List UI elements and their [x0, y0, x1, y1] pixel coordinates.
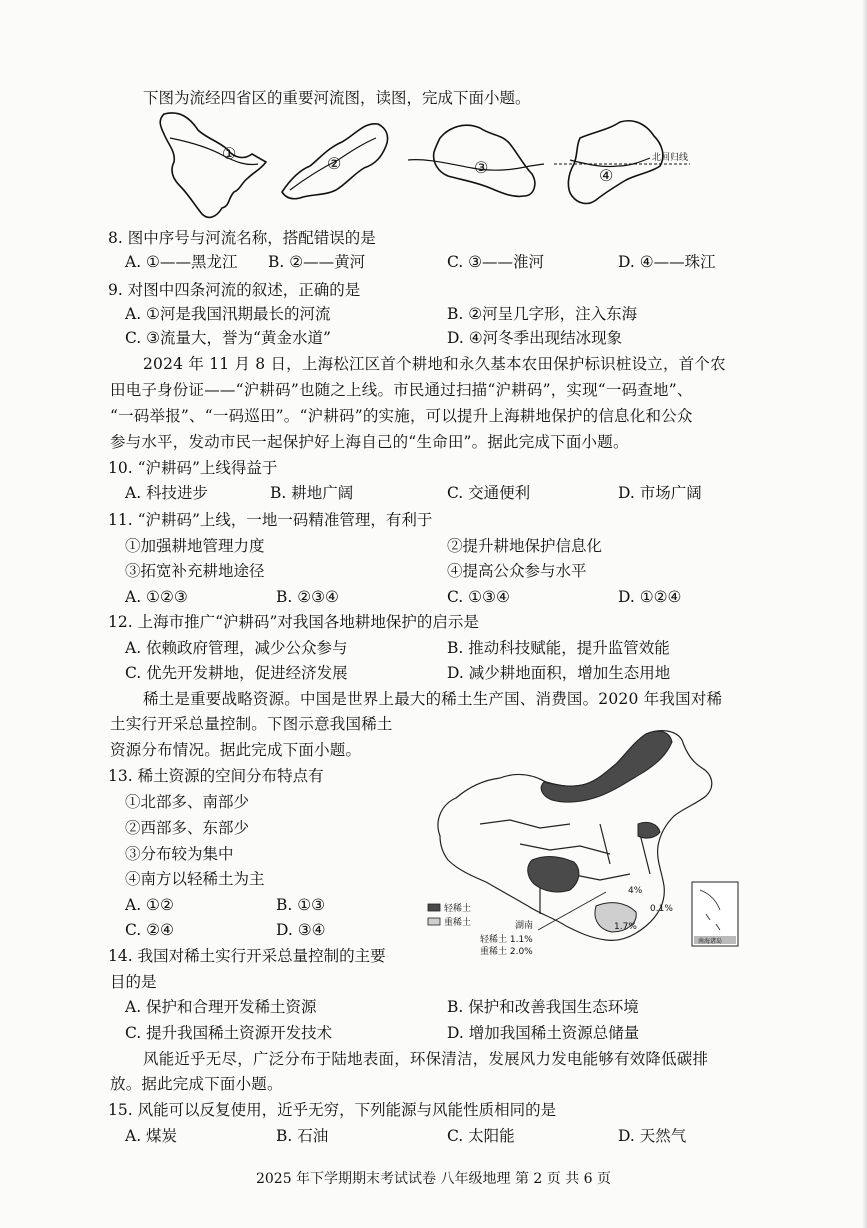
q10-option-b: B. 耕地广阔	[270, 484, 354, 502]
q13-option-b: B. ①③	[276, 896, 326, 914]
passage4-line1: 风能近乎无尽，广泛分布于陆地表面，环保清洁，发展风力发电能够有效降低碳排	[143, 1050, 709, 1068]
tropic-label: 北回归线	[652, 153, 689, 163]
q11-statement-1: ①加强耕地管理力度	[125, 537, 265, 555]
q13-statement-4: ④南方以轻稀土为主	[125, 870, 265, 888]
q9-stem: 9. 对图中四条河流的叙述，正确的是	[108, 281, 361, 299]
q12-stem: 12. 上海市推广“沪耕码”对我国各地耕地保护的启示是	[108, 613, 479, 631]
q13-option-a: A. ①②	[125, 896, 174, 914]
q15-option-c: C. 太阳能	[447, 1127, 515, 1145]
q13-statement-1: ①北部多、南部少	[125, 793, 250, 811]
q14-option-b: B. 保护和改善我国生态环境	[447, 998, 639, 1016]
q11-stem: 11. “沪耕码”上线，一地一码精准管理，有利于	[108, 511, 433, 529]
map-label-1: ①	[222, 144, 237, 163]
q9-option-a: A. ①河是我国汛期最长的河流	[125, 305, 331, 323]
passage3-line3: 资源分布情况。据此完成下面小题。	[110, 741, 362, 759]
q11-statement-4: ④提高公众参与水平	[447, 562, 587, 580]
passage2-line2: 田电子身份证——“沪耕码”也随之上线。市民通过扫描“沪耕码”，实现“一码查地”、	[110, 381, 693, 399]
q11-option-c: C. ①③④	[447, 588, 510, 606]
map-label-4: ④	[599, 166, 614, 185]
q11-statement-3: ③拓宽补充耕地途径	[125, 562, 265, 580]
map-label-2: ②	[327, 154, 342, 173]
q14-option-a: A. 保护和合理开发稀土资源	[125, 998, 317, 1016]
q14-stem-line1: 14. 我国对稀土实行开采总量控制的主要	[108, 947, 386, 965]
q10-option-c: C. 交通便利	[447, 484, 531, 502]
pct-label-2: 0.1%	[650, 904, 673, 914]
page-edge-shadow	[861, 0, 867, 1228]
q13-option-c: C. ②④	[125, 921, 174, 939]
q12-option-d: D. 减少耕地面积，增加生态用地	[447, 664, 671, 682]
q15-option-b: B. 石油	[276, 1127, 329, 1145]
q8-option-c: C. ③——淮河	[447, 253, 545, 271]
q12-option-b: B. 推动科技赋能，提升监管效能	[447, 639, 670, 657]
intro-text: 下图为流经四省区的重要河流图，读图，完成下面小题。	[143, 89, 531, 107]
q15-option-d: D. 天然气	[618, 1127, 687, 1145]
q9-option-b: B. ②河呈几字形，注入东海	[447, 305, 638, 323]
q12-option-c: C. 优先开发耕地，促进经济发展	[125, 664, 348, 682]
passage3-line1: 稀土是重要战略资源。中国是世界上最大的稀土生产国、消费国。2020 年我国对稀	[143, 690, 723, 708]
q8-option-b: B. ②——黄河	[268, 253, 366, 271]
q10-option-d: D. 市场广阔	[618, 484, 702, 502]
map-heilongjiang	[160, 113, 266, 217]
q8-option-d: D. ④——珠江	[618, 253, 716, 271]
q14-stem-line2: 目的是	[110, 973, 157, 991]
q14-option-d: D. 增加我国稀土资源总储量	[447, 1024, 640, 1042]
q13-statement-2: ②西部多、东部少	[125, 819, 250, 837]
q9-option-d: D. ④河冬季出现结冰现象	[447, 329, 623, 347]
q15-option-a: A. 煤炭	[125, 1127, 178, 1145]
q11-statement-2: ②提升耕地保护信息化	[447, 537, 603, 555]
pct-label-1: 4%	[628, 886, 643, 896]
q10-stem: 10. “沪耕码”上线得益于	[108, 459, 278, 477]
hunan-light-pct: 轻稀土 1.1%	[480, 935, 533, 945]
passage4-line2: 放。据此完成下面小题。	[110, 1075, 283, 1093]
passage3-line2: 土实行开采总量控制。下图示意我国稀土	[110, 715, 393, 733]
q12-option-a: A. 依赖政府管理，减少公众参与	[125, 639, 348, 657]
q15-stem: 15. 风能可以反复使用，近乎无穷，下列能源与风能性质相同的是	[108, 1101, 557, 1119]
map-label-3: ③	[474, 158, 489, 177]
q13-stem: 13. 稀土资源的空间分布特点有	[108, 767, 324, 785]
q8-stem: 8. 图中序号与河流名称，搭配错误的是	[108, 229, 376, 247]
q8-option-a: A. ①——黑龙江	[125, 253, 238, 271]
inset-label: 南海诸岛	[698, 938, 723, 945]
pct-label-3: 1.7%	[614, 922, 637, 932]
q10-option-a: A. 科技进步	[125, 484, 209, 502]
hunan-heavy-pct: 重稀土 2.0%	[480, 947, 533, 957]
q11-option-b: B. ②③④	[276, 588, 339, 606]
q11-option-d: D. ①②④	[618, 588, 682, 606]
q14-option-c: C. 提升我国稀土资源开发技术	[125, 1024, 333, 1042]
q13-option-d: D. ③④	[276, 921, 326, 939]
passage2-line1: 2024 年 11 月 8 日，上海松江区首个耕地和永久基本农田保护标识桩设立，首个农	[143, 355, 726, 373]
legend-light-label: 轻稀土	[444, 904, 472, 914]
hunan-label: 湖南	[515, 921, 534, 931]
passage2-line3: “一码举报”、“一码巡田”。“沪耕码”的实施，可以提升上海耕地保护的信息化和公众	[110, 407, 693, 425]
legend-heavy-label: 重稀土	[444, 918, 472, 928]
passage2-line4: 参与水平，发动市民一起保护好上海自己的“生命田”。据此完成下面小题。	[110, 433, 629, 451]
page-footer: 2025 年下学期期末考试试卷 八年级地理 第 2 页 共 6 页	[255, 1171, 612, 1187]
q9-option-c: C. ③流量大，誉为“黄金水道”	[125, 329, 331, 347]
q13-statement-3: ③分布较为集中	[125, 845, 234, 863]
q11-option-a: A. ①②③	[125, 588, 188, 606]
